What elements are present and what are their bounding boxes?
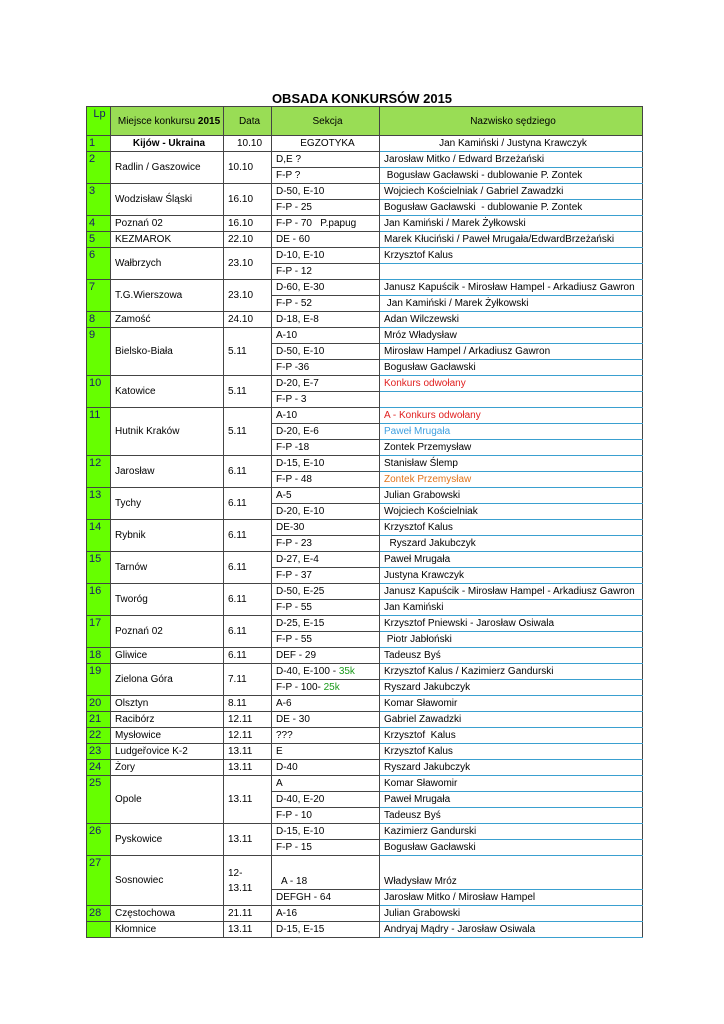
row-date: 6.11	[224, 552, 272, 584]
row-judge: Krzysztof Kalus	[380, 728, 643, 744]
row-judge: Jan Kamiński	[380, 600, 643, 616]
table-row	[87, 760, 643, 776]
row-place: Częstochowa	[111, 906, 224, 922]
header-judge: Nazwisko sędziego	[380, 107, 643, 136]
row-judge: Ryszard Jakubczyk	[380, 536, 643, 552]
row-lp: 10	[87, 376, 111, 408]
row-date: 13.11	[224, 760, 272, 776]
row-section	[272, 248, 380, 264]
table-row	[87, 376, 643, 392]
row-place: Tychy	[111, 488, 224, 520]
section-text: A-5	[276, 490, 292, 501]
section-text: D-40, E-100 -	[276, 666, 339, 677]
row-judge: Mróz Władysław	[380, 328, 643, 344]
section-text: E	[276, 746, 283, 757]
row-section	[272, 922, 380, 938]
row-lp: 13	[87, 488, 111, 520]
row-judge: Kazimierz Gandurski	[380, 824, 643, 840]
row-date: 8.11	[224, 696, 272, 712]
row-section	[272, 456, 380, 472]
row-lp: 28	[87, 906, 111, 922]
table-row	[87, 712, 643, 728]
row-lp: 3	[87, 184, 111, 216]
row-section	[272, 360, 380, 376]
section-text: D-20, E-7	[276, 378, 319, 389]
row-date: 5.11	[224, 408, 272, 456]
row-judge: Adan Wilczewski	[380, 312, 643, 328]
row-judge: Tadeusz Byś	[380, 648, 643, 664]
row-section	[272, 728, 380, 744]
row-judge: Stanisław Ślemp	[380, 456, 643, 472]
row-date: 13.11	[224, 922, 272, 938]
section-text: F-P - 15	[276, 842, 312, 853]
section-text: D-50, E-10	[276, 346, 325, 357]
row-section	[272, 890, 380, 906]
row-lp: 14	[87, 520, 111, 552]
row-judge: A - Konkurs odwołany	[380, 408, 643, 424]
row-date: 6.11	[224, 648, 272, 664]
row-judge: Piotr Jabłoński	[380, 632, 643, 648]
row-section	[272, 520, 380, 536]
section-text: D-25, E-15	[276, 618, 325, 629]
row-place: Mysłowice	[111, 728, 224, 744]
section-text: F-P - 48	[276, 474, 312, 485]
row-date: 12- 13.11	[224, 856, 272, 906]
section-text: D-40, E-20	[276, 794, 325, 805]
row-lp: 24	[87, 760, 111, 776]
row-section	[272, 808, 380, 824]
row-place: Jarosław	[111, 456, 224, 488]
row-judge: Jarosław Mitko / Edward Brzeżański	[380, 152, 643, 168]
table-row	[87, 922, 643, 938]
row-lp: 2	[87, 152, 111, 184]
row-section	[272, 760, 380, 776]
row-judge: Paweł Mrugała	[380, 552, 643, 568]
row-judge: Krzysztof Kalus	[380, 744, 643, 760]
row-lp: 22	[87, 728, 111, 744]
row-section	[272, 408, 380, 424]
row-date: 23.10	[224, 248, 272, 280]
row-section	[272, 824, 380, 840]
table-row	[87, 456, 643, 472]
row-place: Poznań 02	[111, 616, 224, 648]
table-row	[87, 248, 643, 264]
section-text: D-60, E-30	[276, 282, 325, 293]
row-section	[272, 424, 380, 440]
section-text: F-P - 10	[276, 810, 312, 821]
section-text: F-P -18	[276, 442, 310, 453]
contest-table	[86, 106, 643, 938]
table-row	[87, 696, 643, 712]
row-date: 12.11	[224, 712, 272, 728]
row-place: Ludgeřovice K-2	[111, 744, 224, 760]
row-date: 5.11	[224, 328, 272, 376]
row-lp: 21	[87, 712, 111, 728]
row-section	[272, 744, 380, 760]
row-place: Kłomnice	[111, 922, 224, 938]
section-text: EGZOTYKA	[300, 138, 355, 149]
row-section	[272, 296, 380, 312]
row-section	[272, 392, 380, 408]
table-row	[87, 728, 643, 744]
row-section	[272, 440, 380, 456]
row-date: 16.10	[224, 216, 272, 232]
row-date: 5.11	[224, 376, 272, 408]
row-section	[272, 568, 380, 584]
row-section	[272, 488, 380, 504]
section-extra: 25k	[323, 682, 340, 693]
row-judge: Zontek Przemysław	[380, 472, 643, 488]
row-judge: Paweł Mrugała	[380, 792, 643, 808]
table-row	[87, 136, 643, 152]
row-section	[272, 664, 380, 680]
row-section	[272, 152, 380, 168]
row-judge: Paweł Mrugała	[380, 424, 643, 440]
section-text: A-6	[276, 698, 292, 709]
row-place: Radlin / Gaszowice	[111, 152, 224, 184]
row-section	[272, 328, 380, 344]
table-row	[87, 906, 643, 922]
row-place: Tarnów	[111, 552, 224, 584]
row-date: 22.10	[224, 232, 272, 248]
table-row	[87, 520, 643, 536]
table-row	[87, 744, 643, 760]
page-title: OBSADA KONKURSÓW 2015	[271, 91, 453, 106]
section-text: F-P -36	[276, 362, 310, 373]
row-section	[272, 600, 380, 616]
row-section	[272, 648, 380, 664]
section-text: D-20, E-10	[276, 506, 325, 517]
row-judge: Tadeusz Byś	[380, 808, 643, 824]
row-section	[272, 376, 380, 392]
row-section	[272, 136, 380, 152]
row-judge: Wojciech Kościelniak	[380, 504, 643, 520]
row-lp: 16	[87, 584, 111, 616]
section-text: D-10, E-10	[276, 250, 325, 261]
table-row	[87, 152, 643, 168]
table-row	[87, 408, 643, 424]
row-judge: Bogusław Gacławski	[380, 360, 643, 376]
row-place: Rybnik	[111, 520, 224, 552]
row-date: 23.10	[224, 280, 272, 312]
section-text: D-50, E-25	[276, 586, 325, 597]
row-judge: Marek Kłuciński / Paweł Mrugała/EdwardBrzeżański	[380, 232, 643, 248]
row-lp: 5	[87, 232, 111, 248]
section-text: F-P - 23	[276, 538, 312, 549]
section-text: F-P - 70 P.papug	[276, 218, 357, 229]
row-lp: 26	[87, 824, 111, 856]
row-lp: 12	[87, 456, 111, 488]
row-judge: Krzysztof Kalus / Kazimierz Gandurski	[380, 664, 643, 680]
row-section	[272, 632, 380, 648]
table-row	[87, 312, 643, 328]
section-text: D-50, E-10	[276, 186, 325, 197]
row-place: Pyskowice	[111, 824, 224, 856]
row-lp: 1	[87, 136, 111, 152]
row-lp	[87, 922, 111, 938]
row-place: Olsztyn	[111, 696, 224, 712]
row-lp: 23	[87, 744, 111, 760]
table-row	[87, 216, 643, 232]
table-row	[87, 280, 643, 296]
row-date: 6.11	[224, 584, 272, 616]
row-judge	[380, 264, 643, 280]
table-row	[87, 328, 643, 344]
row-date: 7.11	[224, 664, 272, 696]
row-date: 13.11	[224, 776, 272, 824]
table-body	[87, 136, 643, 938]
row-place: Zamość	[111, 312, 224, 328]
row-section	[272, 840, 380, 856]
row-place: KEZMAROK	[111, 232, 224, 248]
row-section	[272, 680, 380, 696]
table-row	[87, 184, 643, 200]
row-judge: Krzysztof Kalus	[380, 520, 643, 536]
row-section	[272, 168, 380, 184]
row-section	[272, 776, 380, 792]
row-date: 6.11	[224, 456, 272, 488]
section-text: D-15, E-10	[276, 826, 325, 837]
row-section	[272, 552, 380, 568]
row-section	[272, 536, 380, 552]
row-section	[272, 584, 380, 600]
row-section	[272, 264, 380, 280]
row-judge: Wojciech Kościelniak / Gabriel Zawadzki	[380, 184, 643, 200]
section-text: D-20, E-6	[276, 426, 319, 437]
row-judge: Konkurs odwołany	[380, 376, 643, 392]
row-section	[272, 616, 380, 632]
row-lp: 6	[87, 248, 111, 280]
row-judge: Jarosław Mitko / Mirosław Hampel	[380, 890, 643, 906]
table-row	[87, 616, 643, 632]
row-date: 10.10	[224, 136, 272, 152]
row-judge: Bogusław Gacławski - dublowanie P. Zontek	[380, 168, 643, 184]
row-judge: Ryszard Jakubczyk	[380, 680, 643, 696]
table-header-row	[87, 107, 643, 136]
row-date: 6.11	[224, 520, 272, 552]
row-judge: Bogusław Gacławski - dublowanie P. Zontek	[380, 200, 643, 216]
row-section	[272, 280, 380, 296]
section-text: DEFGH - 64	[276, 892, 332, 903]
row-date: 13.11	[224, 744, 272, 760]
header-date: Data	[224, 107, 272, 136]
row-lp: 19	[87, 664, 111, 696]
row-section	[272, 696, 380, 712]
row-date: 12.11	[224, 728, 272, 744]
row-judge: Gabriel Zawadzki	[380, 712, 643, 728]
section-text: A-16	[276, 908, 298, 919]
row-judge: Komar Sławomir	[380, 776, 643, 792]
row-place: Racibórz	[111, 712, 224, 728]
row-judge: Janusz Kapuścik - Mirosław Hampel - Arkadiusz Gawron	[380, 584, 643, 600]
row-place: Bielsko-Biała	[111, 328, 224, 376]
row-lp: 4	[87, 216, 111, 232]
row-place: Opole	[111, 776, 224, 824]
section-text: ???	[276, 730, 293, 741]
row-section	[272, 856, 380, 890]
row-lp: 20	[87, 696, 111, 712]
header-place-label: Miejsce konkursu	[117, 115, 198, 127]
row-section	[272, 200, 380, 216]
section-text: DEF - 29	[276, 650, 317, 661]
row-place: Kijów - Ukraina	[111, 136, 224, 152]
row-date: 24.10	[224, 312, 272, 328]
row-section	[272, 712, 380, 728]
row-judge: Ryszard Jakubczyk	[380, 760, 643, 776]
table-row	[87, 856, 643, 890]
section-text: D,E ?	[276, 154, 302, 165]
row-judge: Mirosław Hampel / Arkadiusz Gawron	[380, 344, 643, 360]
section-text: DE-30	[276, 522, 305, 533]
section-text: F-P - 55	[276, 634, 312, 645]
row-judge: Bogusław Gacławski	[380, 840, 643, 856]
table-row	[87, 664, 643, 680]
row-judge: Justyna Krawczyk	[380, 568, 643, 584]
row-section	[272, 344, 380, 360]
row-place: Hutnik Kraków	[111, 408, 224, 456]
section-text: F-P - 100-	[276, 682, 324, 693]
row-lp: 8	[87, 312, 111, 328]
row-date: 21.11	[224, 906, 272, 922]
row-place: Zielona Góra	[111, 664, 224, 696]
row-lp: 7	[87, 280, 111, 312]
table-row	[87, 648, 643, 664]
row-section	[272, 906, 380, 922]
row-place: Poznań 02	[111, 216, 224, 232]
row-judge: Władysław Mróz	[380, 856, 643, 890]
row-place: Żory	[111, 760, 224, 776]
row-date: 13.11	[224, 824, 272, 856]
row-lp: 18	[87, 648, 111, 664]
row-section	[272, 504, 380, 520]
row-lp: 11	[87, 408, 111, 456]
row-place: Tworóg	[111, 584, 224, 616]
row-judge: Jan Kamiński / Marek Żyłkowski	[380, 216, 643, 232]
table-row	[87, 584, 643, 600]
row-judge: Jan Kamiński / Justyna Krawczyk	[380, 136, 643, 152]
row-section	[272, 232, 380, 248]
row-judge: Komar Sławomir	[380, 696, 643, 712]
row-place: Sosnowiec	[111, 856, 224, 906]
row-section	[272, 216, 380, 232]
section-text: F-P ?	[276, 170, 301, 181]
section-text: DE - 30	[276, 714, 310, 725]
section-text: A - 18	[276, 876, 308, 887]
section-text: D-18, E-8	[276, 314, 319, 325]
section-text: F-P - 3	[276, 394, 307, 405]
row-date: 6.11	[224, 488, 272, 520]
table-row	[87, 488, 643, 504]
section-text: A-10	[276, 330, 298, 341]
row-lp: 27	[87, 856, 111, 906]
row-date: 10.10	[224, 152, 272, 184]
row-section	[272, 472, 380, 488]
row-place: T.G.Wierszowa	[111, 280, 224, 312]
row-section	[272, 792, 380, 808]
section-text: D-15, E-15	[276, 924, 325, 935]
row-lp: 25	[87, 776, 111, 824]
section-text: F-P - 25	[276, 202, 312, 213]
table-row	[87, 824, 643, 840]
section-text: D-27, E-4	[276, 554, 319, 565]
header-section: Sekcja	[272, 107, 380, 136]
section-extra: 35k	[338, 666, 355, 677]
row-lp: 15	[87, 552, 111, 584]
row-date: 16.10	[224, 184, 272, 216]
row-judge	[380, 392, 643, 408]
row-lp: 17	[87, 616, 111, 648]
section-text: F-P - 52	[276, 298, 312, 309]
row-place: Gliwice	[111, 648, 224, 664]
row-judge: Julian Grabowski	[380, 488, 643, 504]
section-text: A-10	[276, 410, 298, 421]
section-text: A	[276, 778, 283, 789]
header-place	[111, 107, 224, 136]
row-place: Wałbrzych	[111, 248, 224, 280]
section-text: D-15, E-10	[276, 458, 325, 469]
row-section	[272, 184, 380, 200]
row-place: Katowice	[111, 376, 224, 408]
section-text: F-P - 37	[276, 570, 312, 581]
row-judge: Zontek Przemysław	[380, 440, 643, 456]
row-judge: Julian Grabowski	[380, 906, 643, 922]
table-row	[87, 232, 643, 248]
row-judge: Jan Kamiński / Marek Żyłkowski	[380, 296, 643, 312]
row-lp: 9	[87, 328, 111, 376]
section-text: F-P - 55	[276, 602, 312, 613]
row-section	[272, 312, 380, 328]
row-judge: Janusz Kapuścik - Mirosław Hampel - Arkadiusz Gawron	[380, 280, 643, 296]
row-place: Wodzisław Śląski	[111, 184, 224, 216]
header-place-year: 2015	[197, 115, 221, 127]
section-text: DE - 60	[276, 234, 310, 245]
row-judge: Krzysztof Pniewski - Jarosław Osiwala	[380, 616, 643, 632]
row-date: 6.11	[224, 616, 272, 648]
section-text: D-40	[276, 762, 298, 773]
row-judge: Krzysztof Kalus	[380, 248, 643, 264]
table-row	[87, 776, 643, 792]
row-judge: Andryaj Mądry - Jarosław Osiwala	[380, 922, 643, 938]
header-lp: Lp	[87, 107, 111, 136]
section-text: F-P - 12	[276, 266, 312, 277]
table-row	[87, 552, 643, 568]
